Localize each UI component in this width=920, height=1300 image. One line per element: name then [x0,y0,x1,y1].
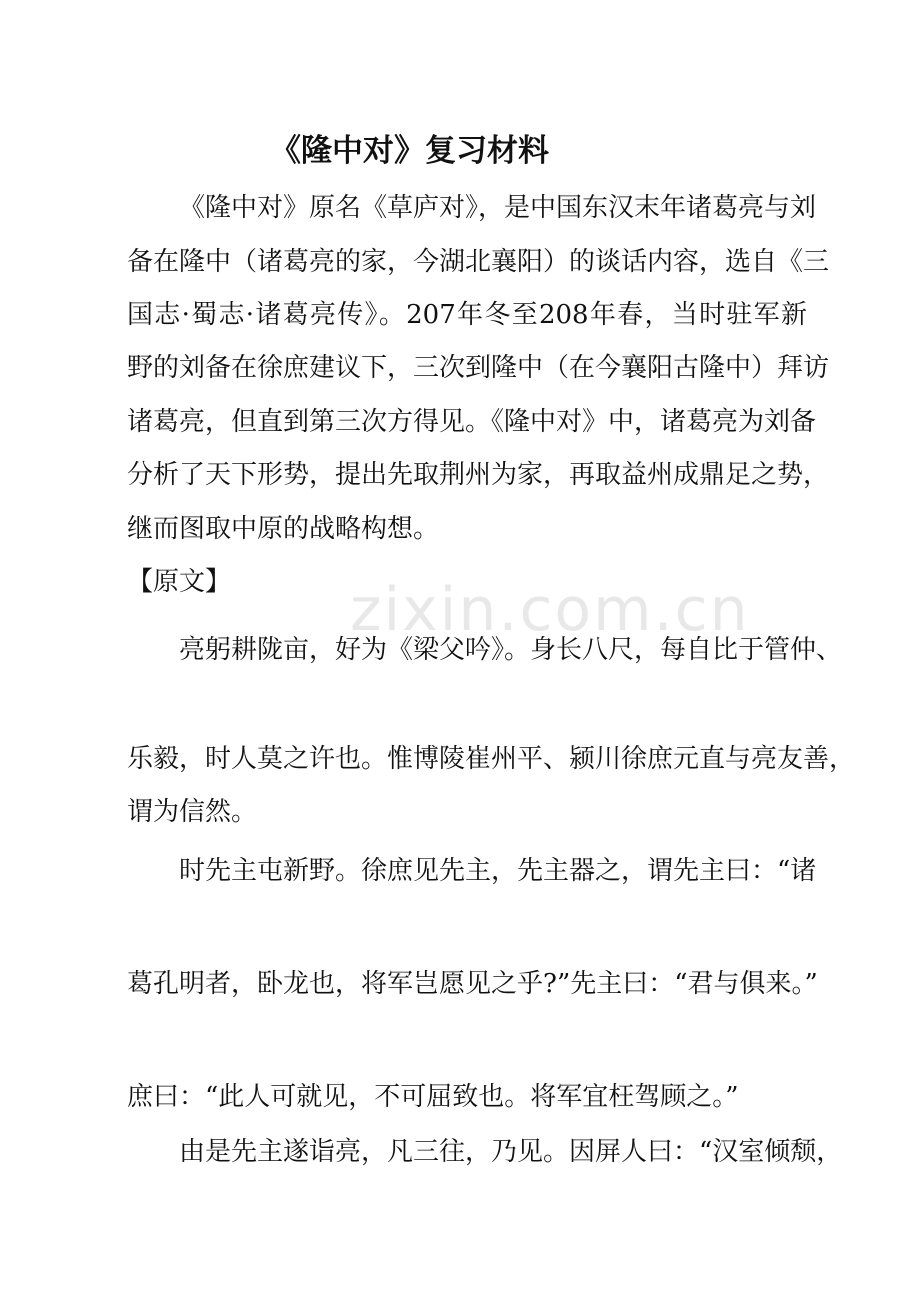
original-line-3: 谓为信然。 [127,797,258,827]
original-line-1: 亮躬耕陇亩，好为《梁父吟》。身长八尺，每自比于管仲、 [179,635,843,665]
original-line-2: 乐毅，时人莫之许也。惟博陵崔州平、颍川徐庶元直与亮友善， [127,744,856,774]
original-line-5: 葛孔明者，卧龙也，将军岂愿见之乎?”先主曰：“君与俱来。” [127,969,818,999]
original-line-6: 庶曰：“此人可就见，不可屈致也。将军宜枉驾顾之。” [127,1082,739,1112]
watermark: zixin.com.cn [350,575,750,645]
intro-line-2: 备在隆中（诸葛亮的家，今湖北襄阳）的谈话内容，选自《三 [127,247,830,277]
intro-line-6: 分析了天下形势，提出先取荆州为家，再取益州成鼎足之势， [127,460,830,490]
section-heading: 【原文】 [127,567,232,597]
intro-line-7: 继而图取中原的战略构想。 [127,514,440,544]
original-line-7: 由是先主遂诣亮，凡三往，乃见。因屏人曰：“汉室倾颓， [179,1137,843,1167]
intro-line-5: 诸葛亮，但直到第三次方得见。《隆中对》中，诸葛亮为刘备 [127,407,817,437]
intro-line-1: 《隆中对》原名《草庐对》，是中国东汉末年诸葛亮与刘 [179,193,817,223]
document-title: 《隆中对》复习材料 [270,133,549,169]
original-line-4: 时先主屯新野。徐庶见先主，先主器之，谓先主曰：“诸 [179,856,817,886]
intro-line-3: 国志·蜀志·诸葛亮传》。207年冬至208年春，当时驻军新 [127,300,807,330]
intro-line-4: 野的刘备在徐庶建议下，三次到隆中（在今襄阳古隆中）拜访 [127,353,830,383]
